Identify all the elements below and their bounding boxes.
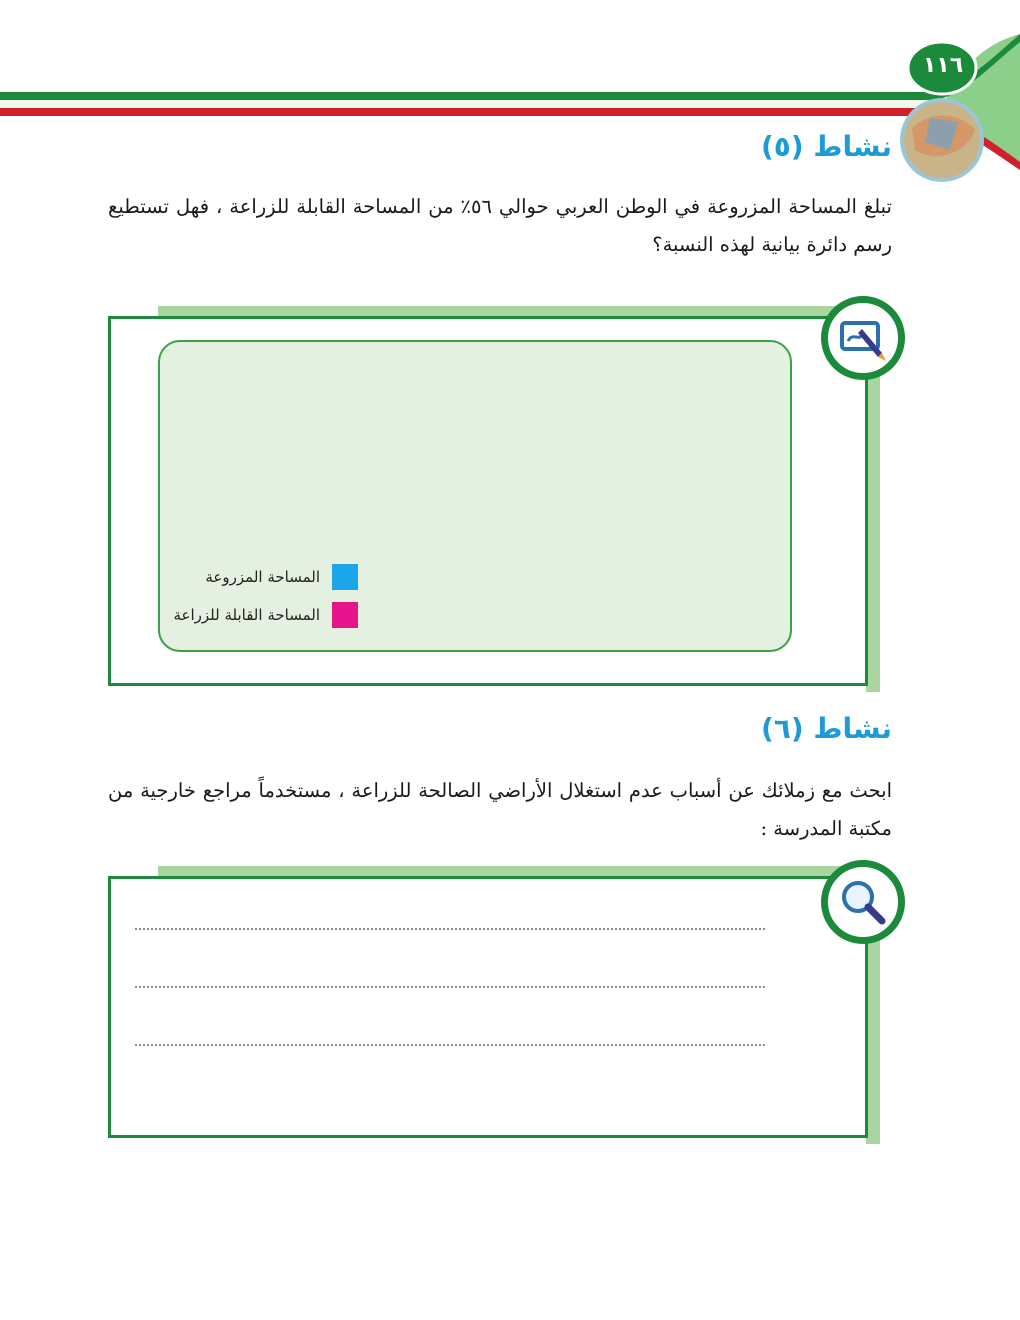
activity-5-frame (108, 306, 880, 692)
legend-swatch-arable (332, 602, 358, 628)
legend-label-arable: المساحة القابلة للزراعة (173, 606, 320, 624)
activity-6-text: ابحث مع زملائك عن أسباب عدم استغلال الأراضي الصالحة للزراعة ، مستخدماً مراجع خارجية من مكتبة المدرسة : (108, 779, 892, 840)
magnifier-icon (821, 860, 905, 944)
answer-line-1[interactable] (135, 928, 765, 930)
activity-5-title: نشاط (٥) (760, 130, 892, 163)
legend-item-arable (173, 602, 358, 628)
activity-6-frame (108, 866, 880, 1144)
legend-item-cultivated (205, 564, 358, 590)
pencil-drawing-icon (821, 296, 905, 380)
answer-line-2[interactable] (135, 986, 765, 988)
activity-6-title: نشاط (٦) (760, 712, 892, 745)
legend-swatch-cultivated (332, 564, 358, 590)
activity-5-text: تبلغ المساحة المزروعة في الوطن العربي حوالي ٥٦٪ من المساحة القابلة للزراعة ، فهل تستطيع رسم دائرة بيانية لهذه النسبة؟ (108, 195, 892, 256)
answer-line-3[interactable] (135, 1044, 765, 1046)
legend-label-cultivated: المساحة المزروعة (205, 568, 320, 586)
page-number: ١١٦ (922, 53, 964, 78)
header-decoration (0, 0, 1020, 200)
pie-drawing-area[interactable] (158, 340, 792, 652)
